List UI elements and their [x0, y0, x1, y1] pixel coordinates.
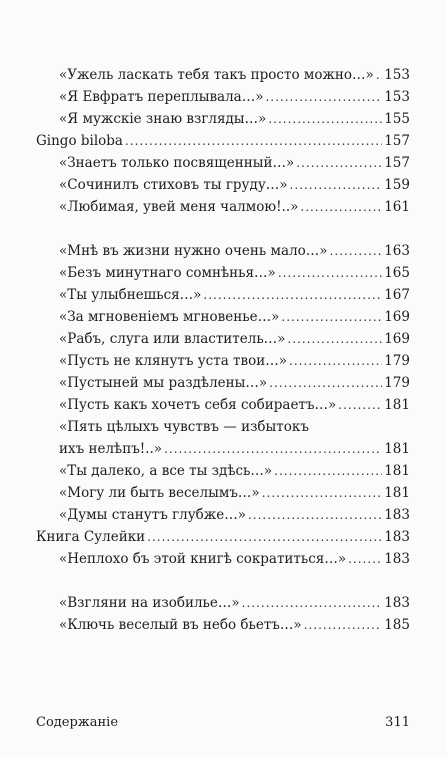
toc-entry: [59, 484, 410, 502]
toc-entry: [59, 110, 410, 128]
toc-page-number: 183: [384, 507, 410, 523]
toc-page-number: 161: [384, 199, 410, 215]
toc-entry: [59, 506, 410, 524]
toc-page-number: 167: [384, 287, 410, 303]
toc-page-number: 169: [384, 309, 410, 325]
toc-entry: [59, 176, 410, 194]
toc-entry: [59, 242, 410, 260]
toc-entry: [59, 396, 410, 414]
toc-page-number: 179: [384, 375, 410, 391]
toc-dot-leader: [164, 440, 382, 458]
toc-entry-title: «Ужель ласкать тебя такъ просто можно…»: [59, 67, 374, 83]
toc-entry-title: «Любимая, увей меня чалмою!..»: [59, 199, 299, 215]
toc-entry-title: Gingo biloba: [36, 133, 123, 149]
toc-entry: [59, 440, 410, 458]
toc-page-number: 183: [384, 595, 410, 611]
toc-entry-title: «Пять цѣлыхъ чувствъ — избытокъ: [59, 419, 309, 435]
toc-page-number: 181: [384, 441, 410, 457]
toc-entry: [59, 374, 410, 392]
toc-page-number: 183: [384, 529, 410, 545]
toc-entry-title: «За мгновеніемъ мгновенье…»: [59, 309, 280, 325]
toc-dot-leader: [289, 352, 382, 370]
toc-page-number: 179: [384, 353, 410, 369]
toc-dot-leader: [348, 550, 382, 568]
toc-entry: [59, 616, 410, 634]
toc-entry: [59, 418, 410, 436]
toc-entry-title: «Неплохо бъ этой книгѣ сократиться…»: [59, 551, 347, 567]
toc-page-number: 181: [384, 485, 410, 501]
toc-dot-leader: [278, 264, 382, 282]
toc-entry: [59, 308, 410, 326]
toc-entry: [59, 330, 410, 348]
toc-page-number: 185: [384, 617, 410, 633]
toc-page-number: 181: [384, 463, 410, 479]
toc-page-number: 157: [384, 155, 410, 171]
toc-dot-leader: [262, 484, 383, 502]
toc-dot-leader: [248, 506, 382, 524]
toc-dot-leader: [338, 396, 382, 414]
footer-section-title: Содержаніе: [36, 715, 119, 730]
toc-entry-title: «Ты улыбнешься…»: [59, 287, 202, 303]
toc-dot-leader: [290, 176, 383, 194]
toc-entry-title: «Пусть не клянутъ уста твои…»: [59, 353, 288, 369]
toc-entry: [59, 264, 410, 282]
toc-dot-leader: [125, 132, 382, 150]
toc-page-number: 153: [384, 67, 410, 83]
toc-section-heading: [36, 132, 410, 150]
toc-page-number: 153: [384, 89, 410, 105]
toc-dot-leader: [242, 594, 383, 612]
toc-dot-leader: [203, 286, 382, 304]
toc-dot-leader: [296, 154, 382, 172]
toc-page-number: 159: [384, 177, 410, 193]
toc-page-number: 163: [384, 243, 410, 259]
toc-page-number: 157: [384, 133, 410, 149]
toc-dot-leader: [147, 528, 382, 546]
toc-entry-title: «Взгляни на изобилье…»: [59, 595, 240, 611]
toc-entry: [59, 462, 410, 480]
toc-dot-leader: [269, 374, 382, 392]
toc-page-number: 155: [384, 111, 410, 127]
toc-entry-title: «Знаетъ только посвященный…»: [59, 155, 295, 171]
toc-entry-title: «Я мужскіе знаю взгляды…»: [59, 111, 267, 127]
toc-entry-title: «Ключь веселый въ небо бьетъ…»: [59, 617, 302, 633]
toc-entry-title: «Думы станутъ глубже…»: [59, 507, 246, 523]
toc-entry-title: «Безъ минутнаго сомнѣнья…»: [59, 265, 276, 281]
toc-entry: [59, 198, 410, 216]
toc-entry: [59, 550, 410, 568]
toc-entry-title: ихъ нелѣпъ!..»: [59, 441, 163, 457]
toc-dot-leader: [265, 88, 382, 106]
toc-page-number: 169: [384, 331, 410, 347]
toc-dot-leader: [304, 616, 383, 634]
toc-entry: [59, 66, 410, 84]
toc-entry: [59, 352, 410, 370]
toc-entry-title: «Сочинилъ стиховъ ты груду…»: [59, 177, 288, 193]
toc-section-heading: [36, 528, 410, 546]
toc-page-number: 183: [384, 551, 410, 567]
toc-entry: [59, 286, 410, 304]
page-footer: [36, 715, 410, 730]
toc-dot-leader: [287, 330, 382, 348]
footer-page-number: 311: [385, 715, 410, 730]
toc-entry-title: «Могу ли быть веселымъ…»: [59, 485, 260, 501]
toc-entry-title: «Рабъ, слуга или властитель…»: [59, 331, 286, 347]
toc-page-number: 181: [384, 397, 410, 413]
toc-dot-leader: [300, 198, 382, 216]
toc-entry-title: «Пустыней мы раздѣлены…»: [59, 375, 268, 391]
toc-dot-leader: [281, 308, 382, 326]
toc-dot-leader: [274, 462, 382, 480]
toc-entry-title: «Ты далеко, а все ты здѣсь…»: [59, 463, 273, 479]
toc-dot-leader: [330, 242, 383, 260]
toc-entry-title: «Мнѣ въ жизни нужно очень мало…»: [59, 243, 328, 259]
toc-entry: [59, 594, 410, 612]
toc-entry-title: Книга Сулейки: [36, 529, 146, 545]
toc-dot-leader: [376, 66, 382, 84]
toc-entry: [59, 154, 410, 172]
toc-entry-title: «Я Евфратъ переплывала…»: [59, 89, 264, 105]
toc-entry-title: «Пусть какъ хочетъ себя собираетъ…»: [59, 397, 337, 413]
toc-entry: [59, 88, 410, 106]
toc-dot-leader: [268, 110, 382, 128]
toc-page-number: 165: [384, 265, 410, 281]
